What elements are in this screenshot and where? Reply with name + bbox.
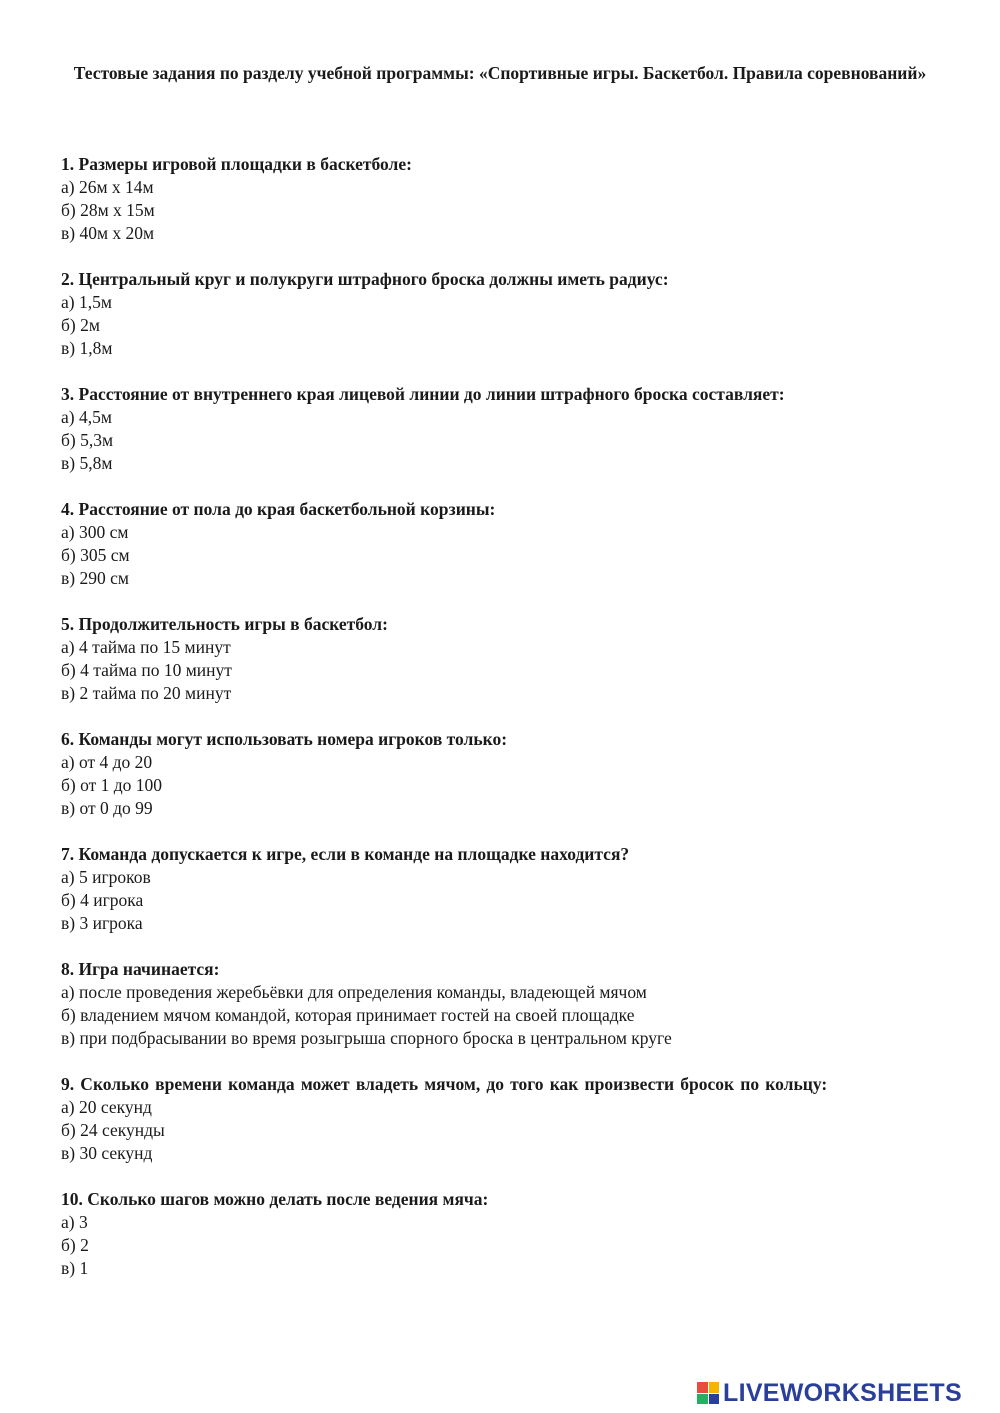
answer-option: б) 24 секунды <box>61 1120 165 1140</box>
question-1 <box>61 153 951 245</box>
page-title: Тестовые задания по разделу учебной программы: «Спортивные игры. Баскетбол. Правила соревнований» <box>73 63 927 83</box>
answer-option: в) 40м х 20м <box>61 223 155 243</box>
answer-option: б) 4 тайма по 10 минут <box>61 660 232 680</box>
answer-option: б) 5,3м <box>61 430 114 450</box>
answer-option: б) владением мячом командой, которая принимает гостей на своей площадке <box>61 1005 635 1025</box>
answer-option: б) 305 см <box>61 545 130 565</box>
answer-option: а) 5 игроков <box>61 867 151 887</box>
answer-option: а) 1,5м <box>61 292 112 312</box>
question-5 <box>61 613 951 705</box>
question-text: 2. Центральный круг и полукруги штрафного броска должны иметь радиус: <box>61 269 669 289</box>
answer-option: в) 5,8м <box>61 453 113 473</box>
answer-option: а) 26м х 14м <box>61 177 154 197</box>
question-8 <box>61 958 951 1050</box>
question-7 <box>61 843 951 935</box>
answer-option: в) 290 см <box>61 568 129 588</box>
question-4 <box>61 498 951 590</box>
question-text: 8. Игра начинается: <box>61 959 220 979</box>
answer-option: а) 20 секунд <box>61 1097 152 1117</box>
answer-option: в) 1 <box>61 1258 89 1278</box>
answer-option: а) от 4 до 20 <box>61 752 153 772</box>
question-text: 3. Расстояние от внутреннего края лицевой линии до линии штрафного броска составляет: <box>61 384 785 404</box>
question-list <box>61 153 951 1303</box>
question-text: 7. Команда допускается к игре, если в команде на площадке находится? <box>61 844 630 864</box>
answer-option: а) после проведения жеребьёвки для определения команды, владеющей мячом <box>61 982 647 1002</box>
answer-option: а) 300 см <box>61 522 129 542</box>
answer-option: б) 28м х 15м <box>61 200 155 220</box>
question-3 <box>61 383 951 475</box>
question-text: 4. Расстояние от пола до края баскетбольной корзины: <box>61 499 496 519</box>
answer-option: б) 4 игрока <box>61 890 144 910</box>
answer-option: в) при подбрасывании во время розыгрыша спорного броска в центральном круге <box>61 1028 672 1048</box>
answer-option: а) 4,5м <box>61 407 112 427</box>
liveworksheets-logo-icon <box>697 1382 719 1404</box>
answer-option: в) 2 тайма по 20 минут <box>61 683 232 703</box>
answer-option: б) 2 <box>61 1235 89 1255</box>
question-9 <box>61 1073 951 1165</box>
answer-option: б) от 1 до 100 <box>61 775 163 795</box>
answer-option: в) 30 секунд <box>61 1143 153 1163</box>
question-2 <box>61 268 951 360</box>
question-text: 9. Сколько времени команда может владеть мячом, до того как произвести бросок по кольцу: <box>61 1074 828 1094</box>
answer-option: б) 2м <box>61 315 100 335</box>
logo-text: LIVEWORKSHEETS <box>723 1378 962 1407</box>
footer-logo <box>697 1378 962 1408</box>
question-text: 5. Продолжительность игры в баскетбол: <box>61 614 388 634</box>
answer-option: в) 3 игрока <box>61 913 143 933</box>
question-text: 1. Размеры игровой площадки в баскетболе: <box>61 154 412 174</box>
answer-option: в) 1,8м <box>61 338 113 358</box>
question-text: 10. Сколько шагов можно делать после ведения мяча: <box>61 1189 489 1209</box>
question-6 <box>61 728 951 820</box>
question-10 <box>61 1188 951 1280</box>
answer-option: а) 4 тайма по 15 минут <box>61 637 231 657</box>
question-text: 6. Команды могут использовать номера игроков только: <box>61 729 508 749</box>
answer-option: в) от 0 до 99 <box>61 798 153 818</box>
answer-option: а) 3 <box>61 1212 88 1232</box>
